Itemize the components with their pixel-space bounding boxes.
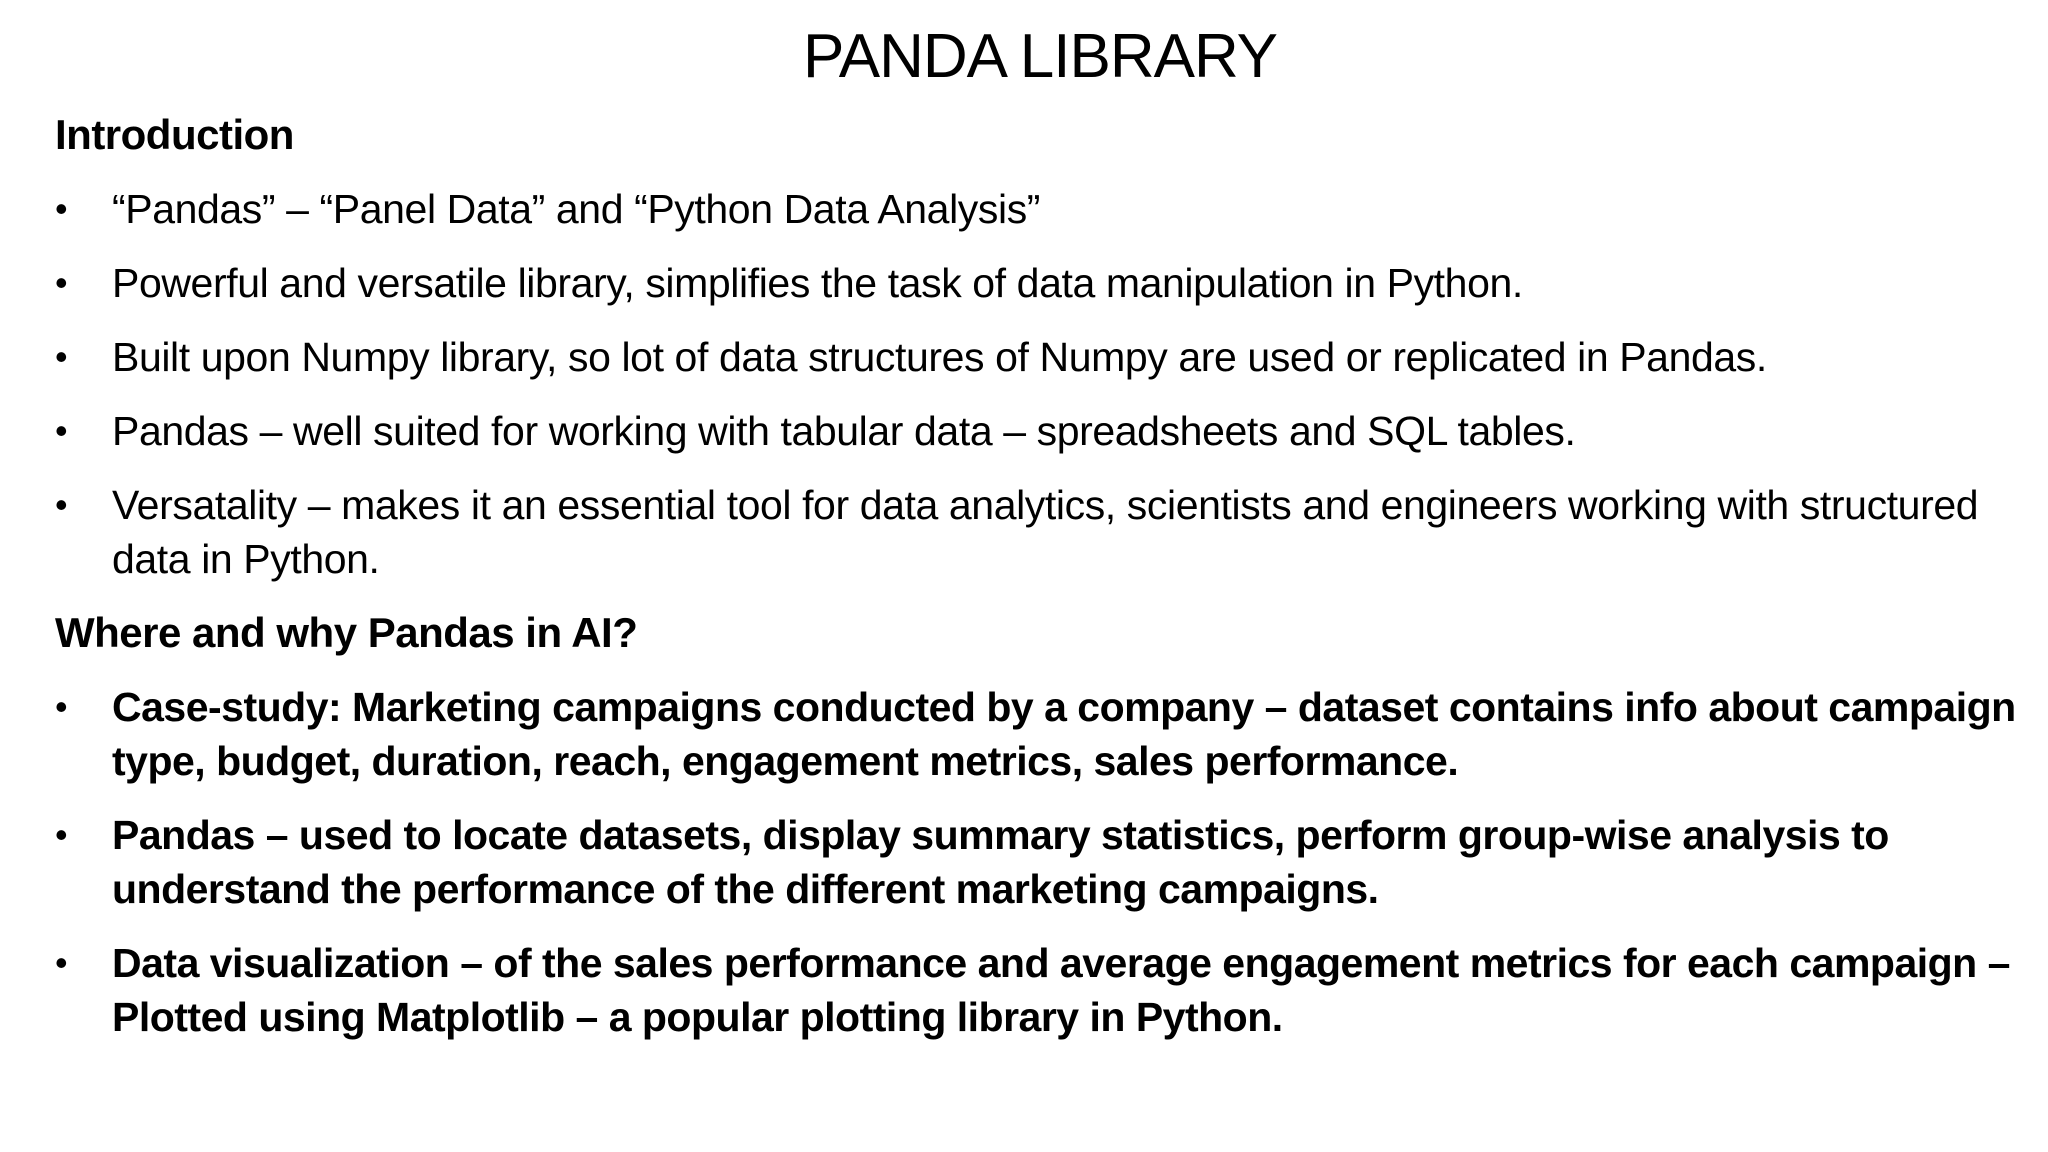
introduction-bullet-list bbox=[55, 182, 2030, 586]
bullet-icon: • bbox=[55, 814, 68, 855]
section-heading-introduction: Introduction bbox=[55, 111, 294, 158]
bullet-text: Built upon Numpy library, so lot of data structures of Numpy are used or replicated in Pandas. bbox=[112, 334, 1767, 380]
bullet-text: Versatality – makes it an essential tool for data analytics, scientists and engineers working with structured data in Python. bbox=[112, 482, 1979, 582]
bullet-icon: • bbox=[55, 942, 68, 983]
bullet-icon: • bbox=[55, 336, 68, 377]
bullet-text: Powerful and versatile library, simplifies the task of data manipulation in Python. bbox=[112, 260, 1523, 306]
list-item bbox=[55, 330, 2030, 384]
bullet-text: Pandas – well suited for working with tabular data – spreadsheets and SQL tables. bbox=[112, 408, 1576, 454]
bullet-icon: • bbox=[55, 484, 68, 525]
slide-content bbox=[55, 108, 2030, 1064]
bullet-icon: • bbox=[55, 262, 68, 303]
bullet-text: Pandas – used to locate datasets, display summary statistics, perform group-wise analysis to understand the performance of the different marketing campaigns. bbox=[112, 812, 1889, 912]
section-heading-pandas-in-ai: Where and why Pandas in AI? bbox=[55, 609, 638, 656]
bullet-text: “Pandas” – “Panel Data” and “Python Data Analysis” bbox=[112, 186, 1041, 232]
list-item bbox=[55, 936, 2030, 1044]
list-item bbox=[55, 256, 2030, 310]
bullet-icon: • bbox=[55, 686, 68, 727]
list-item bbox=[55, 404, 2030, 458]
slide-title: PANDA LIBRARY bbox=[802, 22, 1277, 91]
list-item bbox=[55, 680, 2030, 788]
bullet-icon: • bbox=[55, 188, 68, 229]
pandas-in-ai-bullet-list bbox=[55, 680, 2030, 1044]
list-item bbox=[55, 478, 2030, 586]
bullet-text: Case-study: Marketing campaigns conducted by a company – dataset contains info about campaign type, budget, duration, reach, engagement metrics, sales performance. bbox=[112, 684, 2016, 784]
list-item bbox=[55, 808, 2030, 916]
list-item bbox=[55, 182, 2030, 236]
bullet-text: Data visualization – of the sales performance and average engagement metrics for each campaign – Plotted using Matplotlib – a popular plotting library in Python. bbox=[112, 940, 2010, 1040]
bullet-icon: • bbox=[55, 410, 68, 451]
